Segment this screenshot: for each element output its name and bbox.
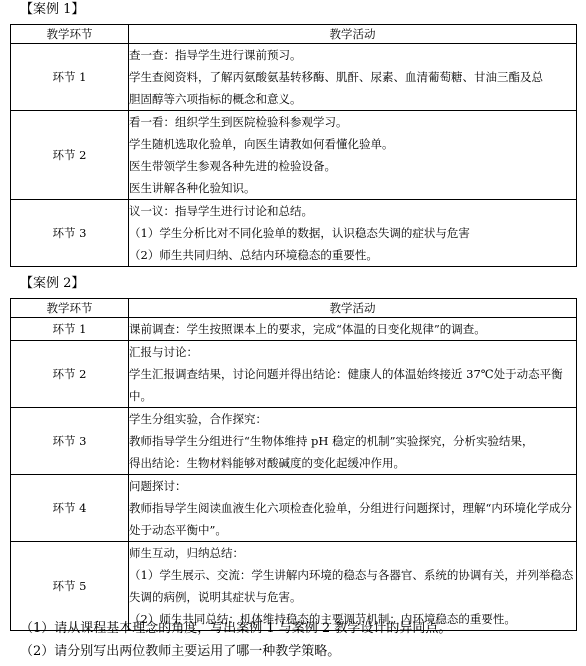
question-1: （1）请从课程基本理念的角度，写出案例 1 与案例 2 教学设计的异同点。 (20, 621, 452, 636)
activity-line: 学生汇报调查结果，讨论问题并得出结论：健康人的体温始终接近 37℃处于动态平衡中。 (129, 367, 563, 403)
stage-cell: 环节 1 (11, 44, 129, 111)
activity-line: 学生分组实验，合作探究： (129, 412, 267, 426)
activity-cell (129, 475, 577, 542)
activity-line: 教师指导学生分组进行“生物体维持 pH 稳定的机制”实验探究，分析实验结果， (129, 434, 534, 448)
case1-header-activity: 教学活动 (129, 25, 577, 44)
question-2: （2）请分别写出两位教师主要运用了哪一种教学策略。 (20, 644, 341, 659)
case1-title: 【案例 1】 (20, 2, 85, 17)
activity-line: （1）学生展示、交流：学生讲解内环境的稳态与各器官、系统的协调有关，并列举稳态失调的病例，说明其症状与危害。 (129, 568, 574, 604)
activity-line: 医生讲解各种化验知识。 (129, 181, 256, 195)
table-row (11, 200, 577, 267)
table-row (11, 341, 577, 408)
activity-line: 看一看：组织学生到医院检验科参观学习。 (129, 115, 348, 129)
table-row (11, 408, 577, 475)
activity-line: （2）师生共同总结：机体维持稳态的主要调节机制；内环境稳态的重要性。 (129, 612, 516, 626)
activity-line: 教师指导学生阅读血液生化六项检查化验单，分组进行问题探讨，理解“内环境化学成分处于动态平衡中”。 (129, 501, 572, 537)
activity-line: 胆固醇等六项指标的概念和意义。 (129, 92, 302, 106)
table-row (11, 44, 577, 111)
stage-cell: 环节 3 (11, 408, 129, 475)
stage-cell: 环节 2 (11, 111, 129, 200)
activity-line: 医生带领学生参观各种先进的检验设备。 (129, 159, 336, 173)
activity-line: 查一查：指导学生进行课前预习。 (129, 48, 302, 62)
stage-cell: 环节 2 (11, 341, 129, 408)
case1-header-stage: 教学环节 (11, 25, 129, 44)
activity-cell (129, 44, 577, 111)
activity-line: 议一议：指导学生进行讨论和总结。 (129, 204, 313, 218)
activity-line: （1）学生分析比对不同化验单的数据，认识稳态失调的症状与危害 (129, 226, 470, 240)
table-row (11, 111, 577, 200)
activity-line: 师生互动，归纳总结： (129, 546, 244, 560)
case2-header-activity: 教学活动 (129, 299, 577, 318)
table-row (11, 475, 577, 542)
activity-cell (129, 542, 577, 631)
activity-line: 学生随机选取化验单，向医生请教如何看懂化验单。 (129, 137, 394, 151)
activity-line: 课前调查：学生按照课本上的要求，完成“体温的日变化规律”的调查。 (129, 322, 486, 336)
activity-cell (129, 341, 577, 408)
stage-cell: 环节 5 (11, 542, 129, 631)
activity-line: 得出结论：生物材料能够对酸碱度的变化起缓冲作用。 (129, 456, 405, 470)
table-row (11, 542, 577, 631)
case2-table (10, 298, 577, 631)
activity-line: 问题探讨： (129, 479, 187, 493)
activity-cell (129, 111, 577, 200)
activity-line: 汇报与讨论： (129, 345, 198, 359)
table-row (11, 318, 577, 341)
activity-line: （2）师生共同归纳、总结内环境稳态的重要性。 (129, 248, 378, 262)
activity-cell (129, 200, 577, 267)
stage-cell: 环节 1 (11, 318, 129, 341)
activity-cell (129, 318, 577, 341)
case2-title: 【案例 2】 (20, 276, 85, 291)
stage-cell: 环节 4 (11, 475, 129, 542)
activity-line: 学生查阅资料，了解丙氨酸氨基转移酶、肌酐、尿素、血清葡萄糖、甘油三酯及总 (129, 70, 543, 84)
stage-cell: 环节 3 (11, 200, 129, 267)
activity-cell (129, 408, 577, 475)
case2-header-stage: 教学环节 (11, 299, 129, 318)
case1-table (10, 24, 577, 267)
